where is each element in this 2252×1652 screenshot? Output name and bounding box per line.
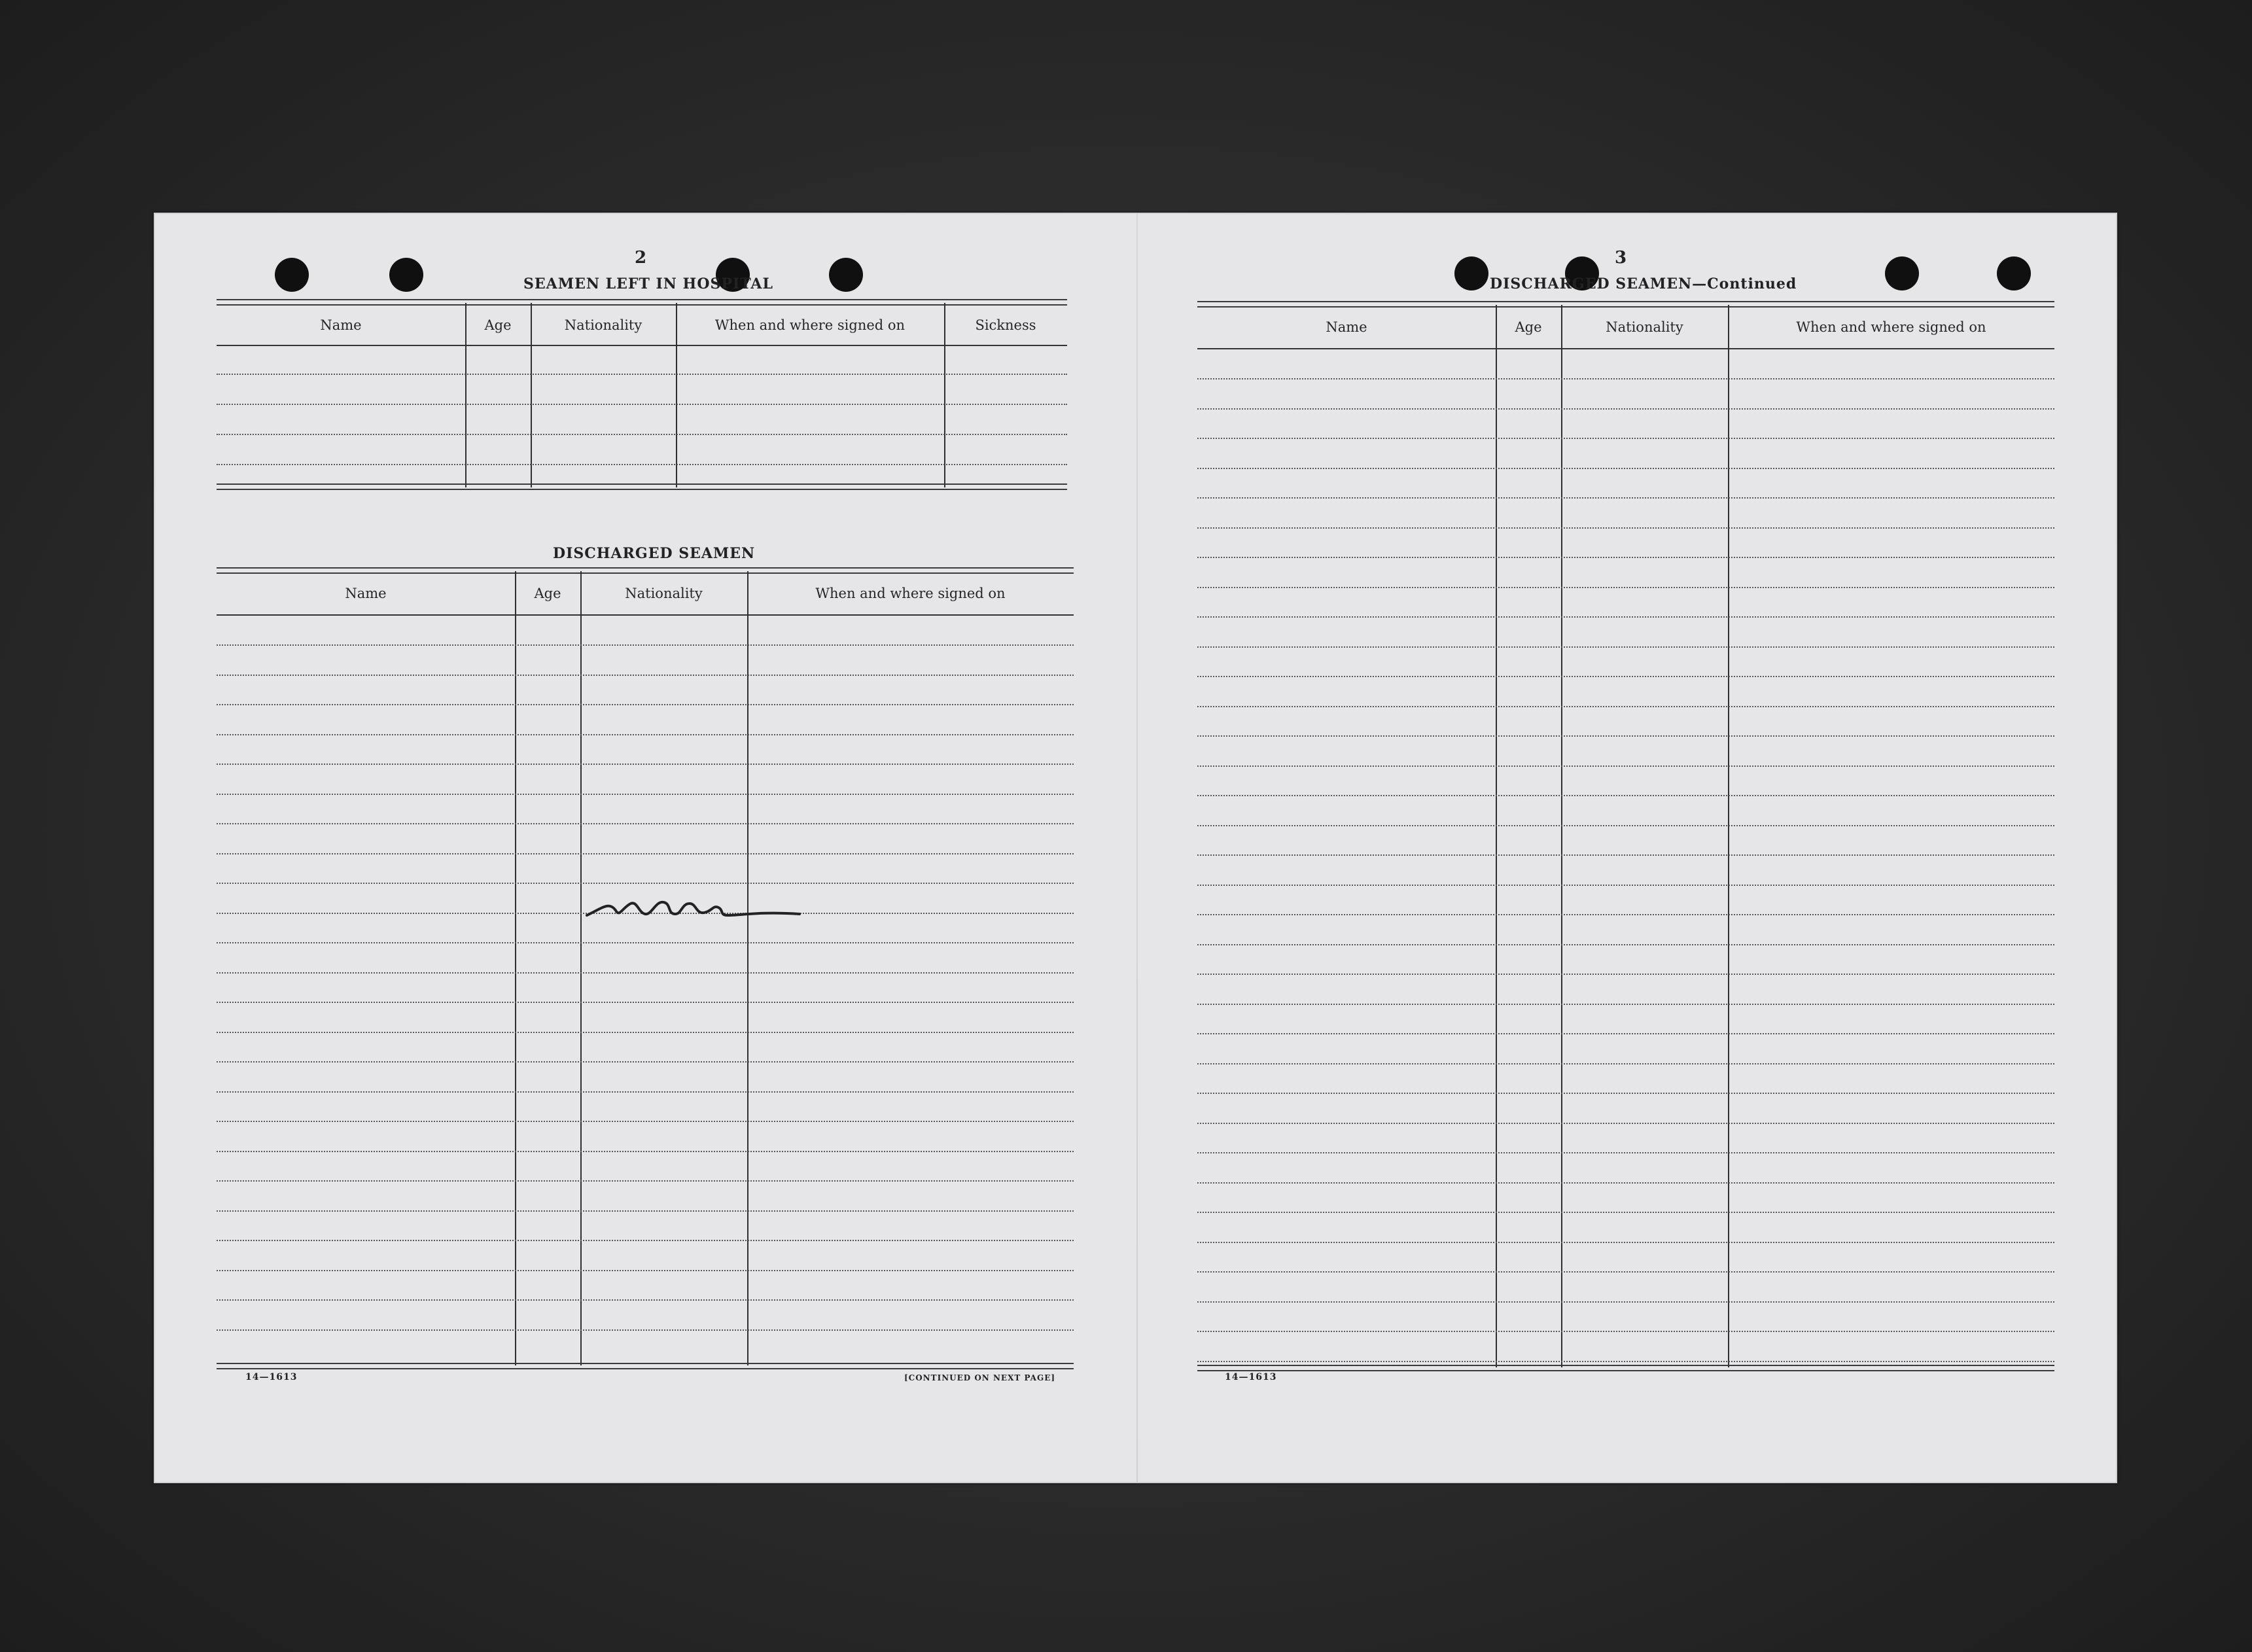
discharged-table-right [1197,301,2054,1367]
column-divider [580,571,582,1365]
ruled-line [217,1180,1074,1182]
ruled-line [217,853,1074,854]
ruled-line [1197,616,2054,618]
header-rule [217,614,1074,616]
col-header-signed-on: When and where signed on [714,317,906,333]
ruled-line [1197,1361,2054,1362]
col-header-signed-on: When and where signed on [815,586,1006,601]
ruled-line [217,464,1067,465]
ruled-line [1197,885,2054,886]
continued-note: [CONTINUED ON NEXT PAGE] [904,1373,1056,1382]
ruled-line [1197,854,2054,856]
col-header-age: Age [534,586,561,601]
discharged-table-left [217,567,1074,1365]
ruled-line [217,1240,1074,1241]
punch-hole [275,258,309,292]
col-header-nationality: Nationality [1606,319,1683,335]
ruled-line [217,644,1074,646]
ruled-line [1197,944,2054,945]
ruled-line [217,675,1074,676]
table-bottom-rule [217,483,1067,490]
ruled-line [1197,1123,2054,1124]
ruled-line [217,404,1067,405]
left-form-number: 14—1613 [245,1372,298,1382]
ruled-line [1197,378,2054,379]
column-divider [676,303,677,487]
column-divider [531,303,532,487]
ruled-line [217,764,1074,765]
ruled-line [217,972,1074,974]
ruled-line [217,704,1074,705]
column-divider [1728,305,1729,1367]
ruled-line [217,794,1074,795]
ruled-line [1197,1093,2054,1094]
ruled-line [1197,1331,2054,1332]
col-header-sickness: Sickness [975,317,1036,333]
ruled-line [1197,587,2054,588]
col-header-age: Age [1515,319,1542,335]
col-header-name: Name [345,586,387,601]
ruled-line [1197,765,2054,767]
col-header-signed-on: When and where signed on [1796,319,1986,335]
ruled-line [1197,1152,2054,1153]
ruled-line [1197,497,2054,499]
ruled-line [1197,408,2054,410]
left-page-number: 2 [635,248,647,268]
ruled-line [217,1002,1074,1003]
ruled-line [1197,1242,2054,1243]
column-divider [515,571,516,1365]
ruled-line [217,1061,1074,1063]
ruled-line [1197,438,2054,439]
ruled-line [1197,974,2054,975]
ruled-line [1197,468,2054,469]
ruled-line [1197,825,2054,826]
column-divider [1496,305,1497,1367]
ruled-line [217,374,1067,375]
table-top-rule [217,299,1067,306]
col-header-name: Name [320,317,362,333]
punch-hole [1454,256,1488,290]
discharged-section-title: DISCHARGED SEAMEN [553,545,756,562]
ruled-line [1197,1182,2054,1184]
ruled-line [1197,735,2054,737]
hospital-section-title: SEAMEN LEFT IN HOSPITAL [523,275,773,292]
ruled-line [217,942,1074,943]
ruled-line [1197,557,2054,558]
punch-hole [1885,256,1919,290]
ruled-line [217,1210,1074,1212]
ruled-line [1197,676,2054,677]
ruled-line [217,823,1074,824]
ruled-line [217,1091,1074,1093]
ruled-line [217,1032,1074,1033]
table-top-rule [217,567,1074,574]
ruled-line [1197,1301,2054,1303]
ruled-line [217,1121,1074,1122]
ruled-line [1197,1271,2054,1273]
ruled-line [217,434,1067,435]
ruled-line [217,1329,1074,1331]
col-header-age: Age [484,317,512,333]
col-header-nationality: Nationality [564,317,642,333]
table-bottom-rule [217,1363,1074,1369]
ruled-line [217,734,1074,735]
header-rule [1197,348,2054,349]
ruled-line [1197,914,2054,915]
ruled-line [1197,527,2054,529]
column-divider [944,303,945,487]
ruled-line [217,1299,1074,1301]
punch-hole [829,258,863,292]
column-divider [1561,305,1562,1367]
col-header-nationality: Nationality [625,586,703,601]
table-top-rule [1197,301,2054,308]
ruled-line [1197,1212,2054,1213]
header-rule [217,345,1067,346]
ruled-line [1197,795,2054,796]
ruled-line [1197,646,2054,648]
right-form-number: 14—1613 [1225,1372,1277,1382]
ruled-line [217,883,1074,884]
right-section-title: DISCHARGED SEAMEN—Continued [1490,275,1797,292]
right-page-number: 3 [1615,248,1627,268]
page-fold [1136,214,1138,1482]
col-header-name: Name [1326,319,1367,335]
ruled-line [1197,1063,2054,1064]
ruled-line [217,1270,1074,1271]
column-divider [747,571,748,1365]
document-sheet [154,213,2117,1483]
hospital-table [217,299,1067,489]
handwritten-none-signature [584,888,806,927]
ruled-line [217,1151,1074,1152]
ruled-line [1197,1033,2054,1034]
ruled-line [1197,1004,2054,1005]
ruled-line [1197,706,2054,707]
table-bottom-rule [1197,1365,2054,1371]
punch-hole [389,258,423,292]
column-divider [465,303,466,487]
punch-hole [1997,256,2031,290]
